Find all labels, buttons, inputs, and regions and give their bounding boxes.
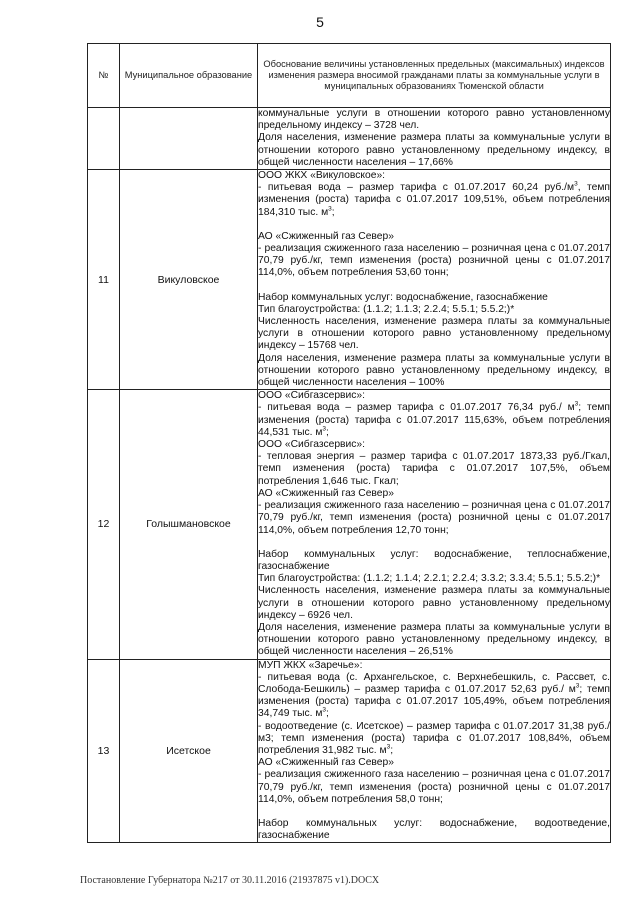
- justification-paragraph: ООО ЖКХ «Викуловское»:: [258, 170, 386, 182]
- paragraph-spacer: [258, 806, 610, 818]
- justification-paragraph: МУП ЖКХ «Заречье»:: [258, 659, 363, 671]
- row-justification: [258, 108, 611, 170]
- justification-paragraph: - водоотведение (с. Исетское) – размер тарифа с 01.07.2017 31,38 руб./м3; темп изменения (роста) тарифа с 01.07.2017 108,84%, объем потребления 31,982 тыс. $м^3$;: [258, 720, 610, 756]
- indices-table: [87, 43, 611, 843]
- row-municipality: [120, 108, 258, 170]
- row-justification: [258, 170, 611, 390]
- justification-paragraph: Доля населения, изменение размера платы за коммунальные услуги в отношении которого равно установленному предельному индексу, в общей численности населения – 26,51%: [258, 621, 610, 658]
- header-municipality: Муниципальное образование: [120, 44, 258, 108]
- justification-paragraph: Набор коммунальных услуг: водоснабжение, теплоснабжение, газоснабжение: [258, 548, 610, 572]
- justification-paragraph: - реализация сжиженного газа населению – розничная цена с 01.07.2017 70,79 руб./кг, темп изменения (роста) розничной цены с 01.07.2017 114,0%, объем потребления 53,60 тонн;: [258, 243, 610, 279]
- row-number: 12: [88, 390, 120, 659]
- justification-paragraph: - реализация сжиженного газа населению – розничная цена с 01.07.2017 70,79 руб./кг, темп изменения (роста) розничной цены с 01.07.2017 114,0%, объем потребления 12,70 тонн;: [258, 500, 610, 536]
- row-justification: [258, 659, 611, 843]
- justification-paragraph: Доля населения, изменение размера платы за коммунальные услуги в отношении которого равно установленному предельному индексу, в общей численности населения – 100%: [258, 352, 610, 389]
- row-municipality: Голышмановское: [120, 390, 258, 659]
- document-footer: Постановление Губернатора №217 от 30.11.2016 (21937875 v1).DOCX: [80, 875, 380, 886]
- table-row: [88, 108, 611, 170]
- justification-paragraph: АО «Сжиженный газ Север»: [258, 757, 394, 769]
- justification-paragraph: Набор коммунальных услуг: водоснабжение, газоснабжение: [258, 291, 548, 303]
- justification-paragraph: АО «Сжиженный газ Север»: [258, 230, 394, 242]
- justification-paragraph: - питьевая вода – размер тарифа с 01.07.2017 76,34 руб./ $м^3$; темп изменения (роста) тарифа с 01.07.2017 115,63%, объем потребления 44,531 тыс. $м^3$;: [258, 401, 610, 438]
- table-body: [88, 108, 611, 843]
- header-justification: Обоснование величины установленных предельных (максимальных) индексов изменения размера вносимой гражданами платы за коммунальные услуги в муниципальных образованиях Тюменской области: [258, 44, 611, 108]
- row-number: [88, 108, 120, 170]
- justification-paragraph: Тип благоустройства: (1.1.2; 1.1.3; 2.2.4; 5.5.1; 5.5.2;)*: [258, 303, 515, 315]
- table-row: [88, 170, 611, 390]
- paragraph-spacer: [258, 280, 610, 292]
- table-row: [88, 390, 611, 659]
- justification-paragraph: Набор коммунальных услуг: водоснабжение, водоотведение, газоснабжение: [258, 817, 610, 842]
- row-municipality: Исетское: [120, 659, 258, 843]
- justification-paragraph: Численность населения, изменение размера платы за коммунальные услуги в отношении которого равно установленному предельному индексу – 6926 чел.: [258, 585, 610, 621]
- justification-paragraph: Численность населения, изменение размера платы за коммунальные услуги в отношении которого равно установленному предельному индексу – 15768 чел.: [258, 316, 610, 352]
- justification-paragraph: - питьевая вода (с. Архангельское, с. Верхнебешкиль, с. Рассвет, с. Слобода-Бешкиль) – размер тарифа с 01.07.2017 52,63 руб./ $м^3$; темп изменения (роста) тарифа с 01.07.2017 105,49%, объем потребления 34,749 тыс. $м^3$;: [258, 671, 610, 720]
- justification-paragraph: - питьевая вода – размер тарифа с 01.07.2017 60,24 $руб./м^3$, темп изменения (роста) тарифа с 01.07.2017 109,51%, объем потребления 184,310 тыс. $м^3$;: [258, 180, 610, 218]
- justification-paragraph: - тепловая энергия – размер тарифа с 01.07.2017 1873,33 руб./Гкал, темп изменения (роста) тарифа с 01.07.2017 107,5%, объем потребления 1,646 тыс. Гкал;: [258, 451, 610, 487]
- paragraph-spacer: [258, 219, 610, 231]
- justification-paragraph: коммунальные услуги в отношении которого равно установленному предельному индексу – 3728 чел.: [258, 108, 610, 132]
- justification-paragraph: - реализация сжиженного газа населению – розничная цена с 01.07.2017 70,79 руб./кг, темп изменения (роста) розничной цены с 01.07.2017 114,0%, объем потребления 58,0 тонн;: [258, 769, 610, 805]
- header-number: №: [88, 44, 120, 108]
- table-header-row: [88, 44, 611, 108]
- row-municipality: Викуловское: [120, 170, 258, 390]
- row-justification: [258, 390, 611, 659]
- justification-paragraph: ООО «Сибгазсервис»:: [258, 439, 366, 451]
- justification-paragraph: Тип благоустройства: (1.1.2; 1.1.4; 2.2.1; 2.2.4; 3.3.2; 3.3.4; 5.5.1; 5.5.2;)*: [258, 573, 601, 585]
- page-number: 5: [316, 14, 324, 30]
- justification-paragraph: Доля населения, изменение размера платы за коммунальные услуги в отношении которого равно установленному предельному индексу, в общей численности населения – 17,66%: [258, 132, 610, 168]
- paragraph-spacer: [258, 537, 610, 549]
- justification-paragraph: АО «Сжиженный газ Север»: [258, 487, 394, 499]
- row-number: 13: [88, 659, 120, 843]
- row-number: 11: [88, 170, 120, 390]
- justification-paragraph: ООО «Сибгазсервис»:: [258, 390, 366, 402]
- table-row: [88, 659, 611, 843]
